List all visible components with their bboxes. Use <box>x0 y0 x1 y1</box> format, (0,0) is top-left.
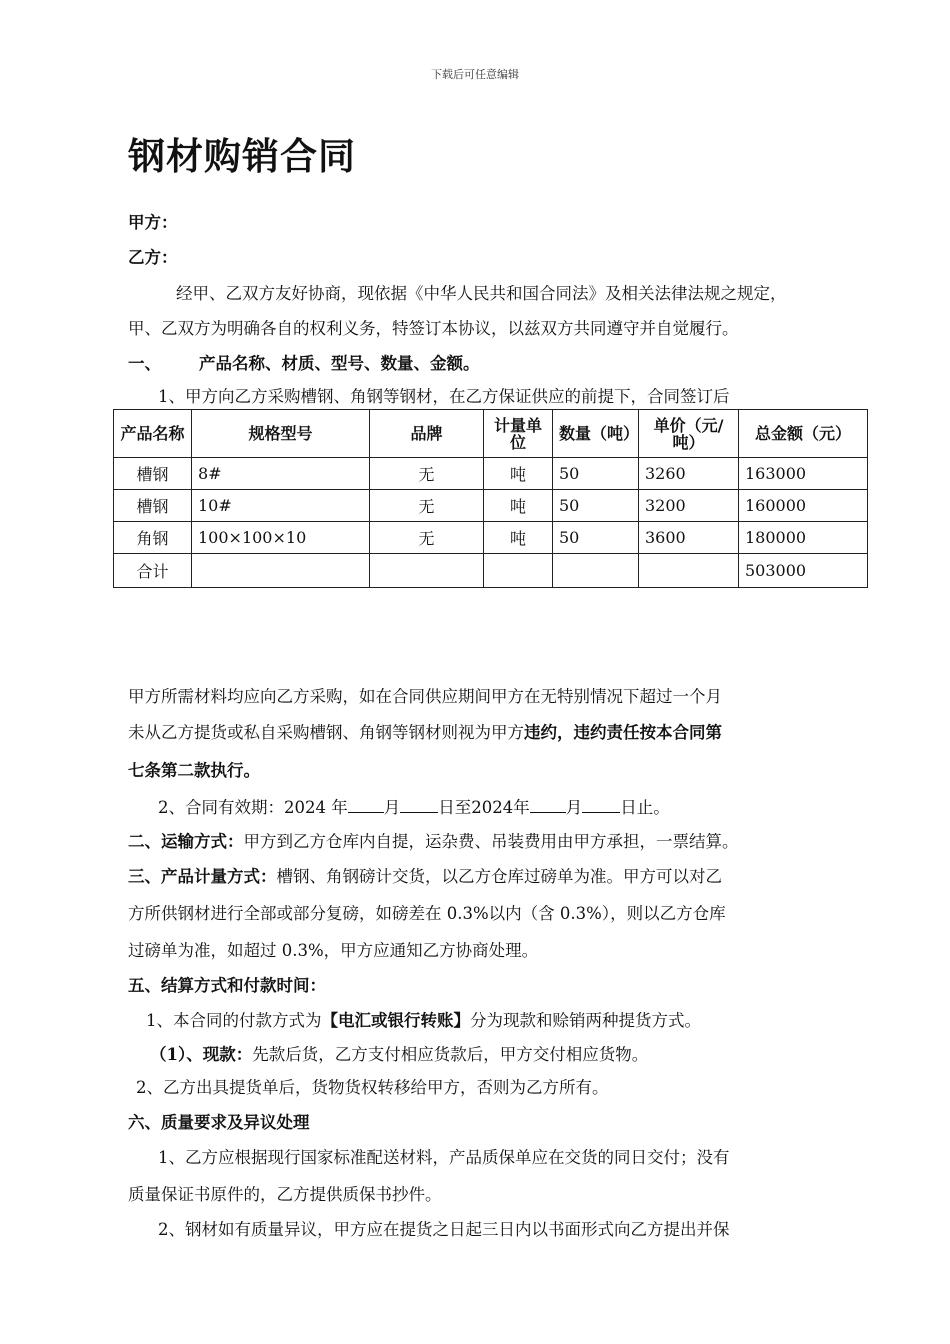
section-5-clause-1 <box>146 1010 701 1032</box>
cell-product: 槽钢 <box>114 490 192 522</box>
purchase-obligation-line-1: 甲方所需材料均应向乙方采购，如在合同供应期间甲方在无特别情况下超过一个月 <box>128 687 722 706</box>
breach-clause-bold: 违约，违约责任按本合同第 <box>524 723 722 742</box>
table-header-row <box>114 410 868 458</box>
section-5-cash-subclause <box>150 1044 648 1066</box>
start-day-blank <box>400 796 438 813</box>
section-3-text-1: 槽钢、角钢磅计交货，以乙方仓库过磅单为准。甲方可以对乙 <box>276 867 722 886</box>
cell-unit-price: 3600 <box>639 522 739 554</box>
section-6-clause-1-line-2: 质量保证书原件的，乙方提供质保书抄件。 <box>128 1185 442 1204</box>
cell-quantity: 50 <box>553 522 639 554</box>
cell-total: 180000 <box>739 522 868 554</box>
section-1-number: 一、 <box>128 354 161 373</box>
cell-brand: 无 <box>370 490 484 522</box>
table-total-row <box>114 554 868 588</box>
section-5-clause-2: 2、乙方出具提货单后，货物货权转移给甲方，否则为乙方所有。 <box>136 1078 609 1097</box>
validity-month-1: 月 <box>383 798 401 817</box>
intro-line-2: 甲、乙双方为明确各自的权利义务，特签订本协议，以兹双方共同遵守并自觉履行。 <box>128 319 739 338</box>
cell-empty <box>553 554 639 588</box>
section-2-transport <box>128 831 739 853</box>
cell-quantity: 50 <box>553 458 639 490</box>
cell-unit: 吨 <box>484 490 553 522</box>
party-a-label: 甲方： <box>128 213 178 232</box>
table-row <box>114 458 868 490</box>
intro-line-1: 经甲、乙双方友好协商，现依据《中华人民共和国合同法》及相关法律法规之规定， <box>176 284 787 303</box>
end-day-blank <box>582 796 620 813</box>
validity-month-2: 月 <box>565 798 583 817</box>
purchase-obligation-line-2 <box>128 722 722 744</box>
cell-brand: 无 <box>370 522 484 554</box>
document-title: 钢材购销合同 <box>128 135 356 178</box>
validity-to: 日至2024年 <box>438 798 530 817</box>
cell-total: 160000 <box>739 490 868 522</box>
cell-empty <box>639 554 739 588</box>
section-2-label: 二、运输方式： <box>128 832 244 851</box>
cell-brand: 无 <box>370 458 484 490</box>
cell-unit-price: 3200 <box>639 490 739 522</box>
cell-total: 163000 <box>739 458 868 490</box>
cell-product: 角钢 <box>114 522 192 554</box>
table-row <box>114 490 868 522</box>
purchase-obligation-line-3: 七条第二款执行。 <box>128 761 260 780</box>
cash-text: 先款后货，乙方支付相应货款后，甲方交付相应货物。 <box>252 1045 649 1064</box>
cell-unit-price: 3260 <box>639 458 739 490</box>
cell-quantity: 50 <box>553 490 639 522</box>
cell-empty <box>370 554 484 588</box>
section-2-text: 甲方到乙方仓库内自提，运杂费、吊装费用由甲方承担，一票结算。 <box>243 832 739 851</box>
section-1-clause-1: 1、甲方向乙方采购槽钢、角钢等钢材，在乙方保证供应的前提下，合同签订后 <box>158 387 730 406</box>
section-3-line-3: 过磅单为准，如超过 0.3%，甲方应通知乙方协商处理。 <box>128 941 539 960</box>
section-3-line-1 <box>128 866 722 888</box>
section-5-heading: 五、结算方式和付款时间： <box>128 976 326 995</box>
party-b-label: 乙方： <box>128 248 178 267</box>
cell-unit: 吨 <box>484 522 553 554</box>
cell-unit: 吨 <box>484 458 553 490</box>
cell-total-value: 503000 <box>739 554 868 588</box>
header-unit-price: 单价（元/吨） <box>639 410 739 458</box>
payment-method-suffix: 分为现款和赊销两种提货方式。 <box>470 1011 701 1030</box>
section-1-heading <box>128 353 480 375</box>
section-6-clause-2-line-1: 2、钢材如有质量异议，甲方应在提货之日起三日内以书面形式向乙方提出并保 <box>158 1220 730 1239</box>
section-3-label: 三、产品计量方式： <box>128 867 277 886</box>
table-row <box>114 522 868 554</box>
validity-end: 日止。 <box>620 798 670 817</box>
cell-spec: 10# <box>192 490 370 522</box>
cell-spec: 100×100×10 <box>192 522 370 554</box>
header-total-amount: 总金额（元） <box>739 410 868 458</box>
cell-product: 槽钢 <box>114 458 192 490</box>
header-note: 下载后可任意编辑 <box>431 68 519 81</box>
header-quantity: 数量（吨） <box>553 410 639 458</box>
header-product-name: 产品名称 <box>114 410 192 458</box>
header-spec: 规格型号 <box>192 410 370 458</box>
purchase-obligation-text: 未从乙方提货或私自采购槽钢、角钢等钢材则视为甲方 <box>128 723 524 742</box>
end-month-blank <box>530 796 566 813</box>
section-6-clause-1-line-1: 1、乙方应根据现行国家标准配送材料，产品质保单应在交货的同日交付；没有 <box>158 1148 730 1167</box>
validity-clause <box>158 796 670 819</box>
payment-method-bold: 【电汇或银行转账】 <box>321 1011 470 1030</box>
cash-label: （1）、现款： <box>150 1045 253 1064</box>
product-table <box>113 409 868 588</box>
cell-empty <box>484 554 553 588</box>
validity-prefix: 2、合同有效期：2024 年 <box>158 798 348 817</box>
cell-total-label: 合计 <box>114 554 192 588</box>
section-3-line-2: 方所供钢材进行全部或部分复磅，如磅差在 0.3%以内（含 0.3%），则以乙方仓库 <box>128 904 726 923</box>
section-1-title: 产品名称、材质、型号、数量、金额。 <box>199 354 480 373</box>
header-brand: 品牌 <box>370 410 484 458</box>
payment-method-prefix: 1、本合同的付款方式为 <box>146 1011 322 1030</box>
cell-spec: 8# <box>192 458 370 490</box>
cell-empty <box>192 554 370 588</box>
header-unit: 计量单位 <box>484 410 553 458</box>
section-6-heading: 六、质量要求及异议处理 <box>128 1113 310 1132</box>
start-month-blank <box>348 796 384 813</box>
